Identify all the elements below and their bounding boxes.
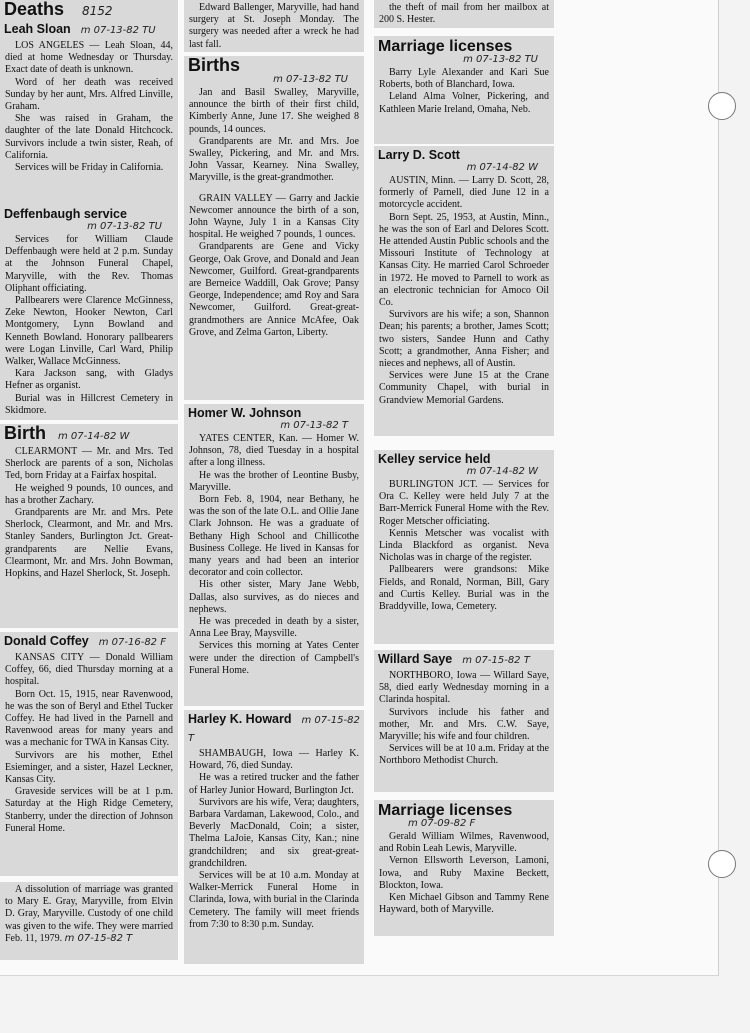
paragraph: Burial was in Hillcrest Cemetery in Skidmore. (5, 392, 173, 416)
paragraph: Jan and Basil Swalley, Maryville, announce the birth of their first child, Kimberly Anne, June 17. She weighed 8 pounds, 14 ounces. (189, 87, 359, 135)
obit-body (0, 38, 178, 177)
paragraph: Ken Michael Gibson and Tammy Rene Hayward, both of Maryville. (379, 892, 549, 916)
obit-body (184, 746, 364, 934)
paragraph: GRAIN VALLEY — Garry and Jackie Newcomer announce the birth of a son, John Wayne, July 1 in a Kansas City hospital. He weighed 7 pounds, 1 ounces. (189, 192, 359, 241)
punch-hole (708, 850, 736, 878)
paragraph: Born Feb. 8, 1904, near Bethany, he was the son of the late O.L. and Ollie Jane Clark Johnson. He was a graduate of Bethany High School and Chillicothe Business College. He lived in Kansas for many years and had been an interior decorator and coin collector. (189, 494, 359, 579)
clipping-willard-saye (374, 650, 554, 792)
paragraph: Word of her death was received Sunday by her aunt, Mrs. Alfred Linville, Graham. (5, 76, 173, 113)
clipping-marriage-licenses-1 (374, 36, 554, 144)
notice-body (184, 0, 364, 52)
paragraph: SHAMBAUGH, Iowa — Harley K. Howard, 76, died Sunday. (189, 748, 359, 772)
obit-title: Births (188, 56, 241, 75)
obit-title: Deffenbaugh service (4, 207, 127, 221)
notice-body (0, 882, 178, 948)
handwritten-date: m 07-16-82 F (98, 637, 166, 648)
paragraph: Grandparents are Gene and Vicky George, Oak Grove, and Donald and Jean Newcomer, Guilford. Great-grandparents are Berneice Waddill, Oak Grove; Pansy George, Independence; amd Roy and Sara Newcomer, Guilford. Great-great-grandmothers are Annice McAfee, Oak Grove, and Zelma Garton, Liberty. (189, 241, 359, 338)
paragraph: Graveside services will be at 1 p.m. Saturday at the High Ridge Cemetery, Stanberry, under the direction of Johnson Funeral Home. (5, 786, 173, 834)
paragraph: Survivors are his wife, Vera; daughters, Barbara Vardaman, Lakewood, Colo., and Beverly MacDonald, Coin; a sister, Thelma LaJoie, Kansas City, Kan.; nine grandchildren; and six great-great-grandchildren. (189, 796, 359, 869)
handwritten-date: m 07-09-82 F (408, 818, 476, 829)
paragraph: Born Oct. 15, 1915, near Ravenwood, he was the son of Beryl and Ethel Tucker Coffey. He had lived in the Parnell and Ravenwood areas for many years and was a mechanic for TWA in Kansas City. (5, 688, 173, 749)
paragraph: Vernon Ellsworth Leverson, Lamoni, Iowa, and Ruby Maxine Beckett, Blockton, Iowa. (379, 855, 549, 891)
punch-hole (708, 92, 736, 120)
paragraph: LOS ANGELES — Leah Sloan, 44, died at home Wednesday or Thursday. Exact date of death is unknown. (5, 40, 173, 76)
license-list (374, 65, 554, 119)
paragraph: Survivors are his wife; a son, Shannon Dean; his parents; a brother, James Scott; two sisters, Sandee Hunn and Cathy Scott; a grandmother, Anna Fisher; and nieces and nephews, all of Austin. (379, 309, 549, 370)
clipping-mailbox (374, 0, 554, 28)
clipping-kelley-service (374, 450, 554, 644)
obit-body (374, 668, 554, 771)
paragraph: NORTHBORO, Iowa — Willard Saye, 58, died early Wednesday morning in a Clarinda hospital. (379, 670, 549, 706)
clipping-larry-scott (374, 146, 554, 436)
paragraph: Services were June 15 at the Crane Community Chapel, with burial in Grandview Memorial Gardens. (379, 370, 549, 406)
paragraph: Services will be Friday in California. (15, 162, 164, 174)
obit-title: Leah Sloan (4, 22, 71, 36)
paragraph: Leland Alma Volner, Pickering, and Kathleen Marie Ireland, Omaha, Neb. (379, 91, 549, 115)
paragraph: Pallbearers were grandsons: Mike Fields, and Ronald, Norman, Bill, Gary and Curtis Kelley. Burial was in the Braddyville, Iowa, Cemetery. (379, 564, 549, 613)
handwritten-date: m 07-13-82 TU (80, 25, 156, 36)
paragraph: He weighed 9 pounds, 10 ounces, and has a brother Zachary. (5, 482, 173, 506)
notice-body (374, 0, 554, 28)
paragraph: AUSTIN, Minn. — Larry D. Scott, 28, formerly of Parnell, died June 12 in a motorcycle accident. (379, 175, 549, 211)
paragraph: Services for William Claude Deffenbaugh were held at 2 p.m. Sunday at the Johnson Funeral Chapel, Maryville, with the Rev. Thomas Oliphant officiating. (5, 234, 173, 294)
obit-title: Harley K. Howard (188, 712, 292, 726)
obit-body (0, 650, 178, 838)
clipping-births (184, 56, 364, 400)
obit-body (374, 477, 554, 616)
paragraph: Kara Jackson sang, with Gladys Hefner as organist. (5, 368, 173, 392)
obit-title: Marriage licenses (378, 802, 513, 819)
paragraph: Edward Ballenger, Maryville, had hand surgery at St. Joseph Monday. The surgery was needed after a wreck he had last fall. (189, 2, 359, 50)
handwritten-date: m 07-15-82 T (462, 655, 530, 666)
paragraph: Barry Lyle Alexander and Kari Sue Roberts, both of Blanchard, Iowa. (379, 67, 549, 91)
obit-body (0, 232, 178, 420)
handwritten-date: m 07-13-82 TU (87, 221, 162, 232)
clipping-birth (0, 424, 178, 628)
paragraph: Services will be at 10 a.m. Monday at Walker-Merrick Funeral Home in Clarinda, Iowa, with burial in the Clarinda Cemetery. The family will meet friends from 7:30 to 8:30 p.m. Sunday. (189, 870, 359, 930)
paragraph: Gerald William Wilmes, Ravenwood, and Robin Leah Lewis, Maryville. (379, 831, 549, 855)
birth-body (184, 85, 364, 342)
clipping-homer-johnson (184, 404, 364, 706)
paragraph: CLEARMONT — Mr. and Mrs. Ted Sherlock are parents of a son, Nicholas Ted, born Friday at a Fairfax hospital. (5, 446, 173, 482)
obit-title: Homer W. Johnson (188, 406, 302, 420)
obit-title: Donald Coffey (4, 634, 89, 648)
handwritten-date: m 07-13-82 T (280, 420, 348, 431)
paragraph: He was preceded in death by a sister, Anna Lee Bray, Maysville. (189, 616, 359, 640)
obit-body (374, 173, 554, 410)
obit-title: Marriage licenses (378, 38, 513, 55)
paragraph: BURLINGTON JCT. — Services for Ora C. Kelley were held July 7 at the Barr-Merrick Funeral Home with the Rev. Roger Metscher officiating. (379, 479, 549, 527)
obit-body (0, 444, 178, 583)
paragraph: She was raised in Graham, the daughter of the late Donald Hitchcock. Survivors include a twin sister, Reah, of California. (5, 113, 173, 161)
paragraph: Kennis Metscher was vocalist with Linda Blackford as organist. Neva Nicholas was in charge of the register. (379, 527, 549, 564)
obit-title: Birth (4, 424, 46, 443)
obit-title: Kelley service held (378, 452, 491, 466)
paragraph: Survivors include his father and mother, Mr. and Mrs. C.W. Saye, Maryville; his wife and four children. (379, 706, 549, 743)
clipping-dissolution (0, 882, 178, 960)
paragraph: YATES CENTER, Kan. — Homer W. Johnson, 78, died Tuesday in a hospital after a long illness. (189, 433, 359, 469)
obit-title: Willard Saye (378, 652, 453, 666)
clipping-donald-coffey (0, 632, 178, 876)
paragraph (5, 884, 173, 945)
paragraph: Services this morning at Yates Center were under the direction of Campbell's Funeral Home. (189, 640, 359, 676)
clipping-leah-sloan (0, 0, 178, 223)
handwritten-date: m 07-14-82 W (58, 431, 130, 442)
handwritten-date: m 07-15-82 T (188, 715, 360, 744)
paragraph: Services will be at 10 a.m. Friday at the Northboro Methodist Church. (379, 743, 549, 767)
handwritten-page-number: 8152 (82, 4, 113, 18)
handwritten-date: m 07-14-82 W (466, 162, 538, 173)
paragraph: His other sister, Mary Jane Webb, Dallas, also survives, as do nieces and nephews. (189, 579, 359, 615)
clipping-marriage-licenses-2 (374, 800, 554, 936)
clipping-ballenger (184, 0, 364, 52)
paragraph: He was a retired trucker and the father of Harley Junior Howard, Burlington Jct. (189, 772, 359, 796)
paragraph: KANSAS CITY — Donald William Coffey, 66, died Thursday morning at a hospital. (5, 652, 173, 688)
paragraph: Born Sept. 25, 1953, at Austin, Minn., he was the son of Earl and Delores Scott. He attended Austin Public schools and the Missouri Institute of Technology at Kansas City. He married Carol Schroeder in 1972. He moved to Parnell to work as an electronic technician for Amoco Oil Co. (379, 211, 549, 309)
clipping-deffenbaugh (0, 205, 178, 420)
handwritten-date: m 07-14-82 W (466, 466, 538, 477)
notice-text: A dissolution of marriage was granted to Mary E. Gray, Maryville, from Elvin D. Gray, Maryville. Custody of one child was given to the wife. They were married Feb. 11, 1979. (5, 884, 173, 944)
handwritten-date: m 07-13-82 TU (463, 54, 538, 65)
paragraph: Survivors are his mother, Ethel Esieminger, and a sister, Hazel Leckner, Kansas City. (5, 749, 173, 786)
obit-title: Larry D. Scott (378, 148, 460, 162)
clipping-harley-howard (184, 710, 364, 964)
paragraph: Grandparents are Mr. and Mrs. Joe Swalley, Pickering, and Mr. and Mrs. John Vassar, Kearney. Nina Swalley, Maryville, is the great-grandmother. (189, 135, 359, 184)
obit-body (184, 431, 364, 680)
paragraph: He was the brother of Leontine Busby, Maryville. (189, 469, 359, 493)
license-list (374, 829, 554, 919)
paragraph: Pallbearers were Clarence McGinness, Zeke Newton, Hooker Newton, Carl Montgomery, Lynn Bowland and Kenneth Bowland. Honorary pallbearers were Logan Linville, Carl Ward, Philip Walker, Wallace McGinness. (5, 295, 173, 368)
paragraph: the theft of mail from her mailbox at 200 S. Hester. (379, 2, 549, 26)
paragraph: Grandparents are Mr. and Mrs. Pete Sherlock, Clearmont, and Mr. and Mrs. Stanley Sanders, Burlington Jct. Great-grandparents are Nellie Evans, Clearmont, Mr. and Mrs. John Bowman, Hopkins, and Hazel Sherlock, St. Joseph. (5, 507, 173, 580)
section-heading: Deaths (4, 0, 65, 19)
handwritten-date: m 07-15-82 T (64, 932, 133, 944)
handwritten-date: m 07-13-82 TU (273, 74, 348, 85)
